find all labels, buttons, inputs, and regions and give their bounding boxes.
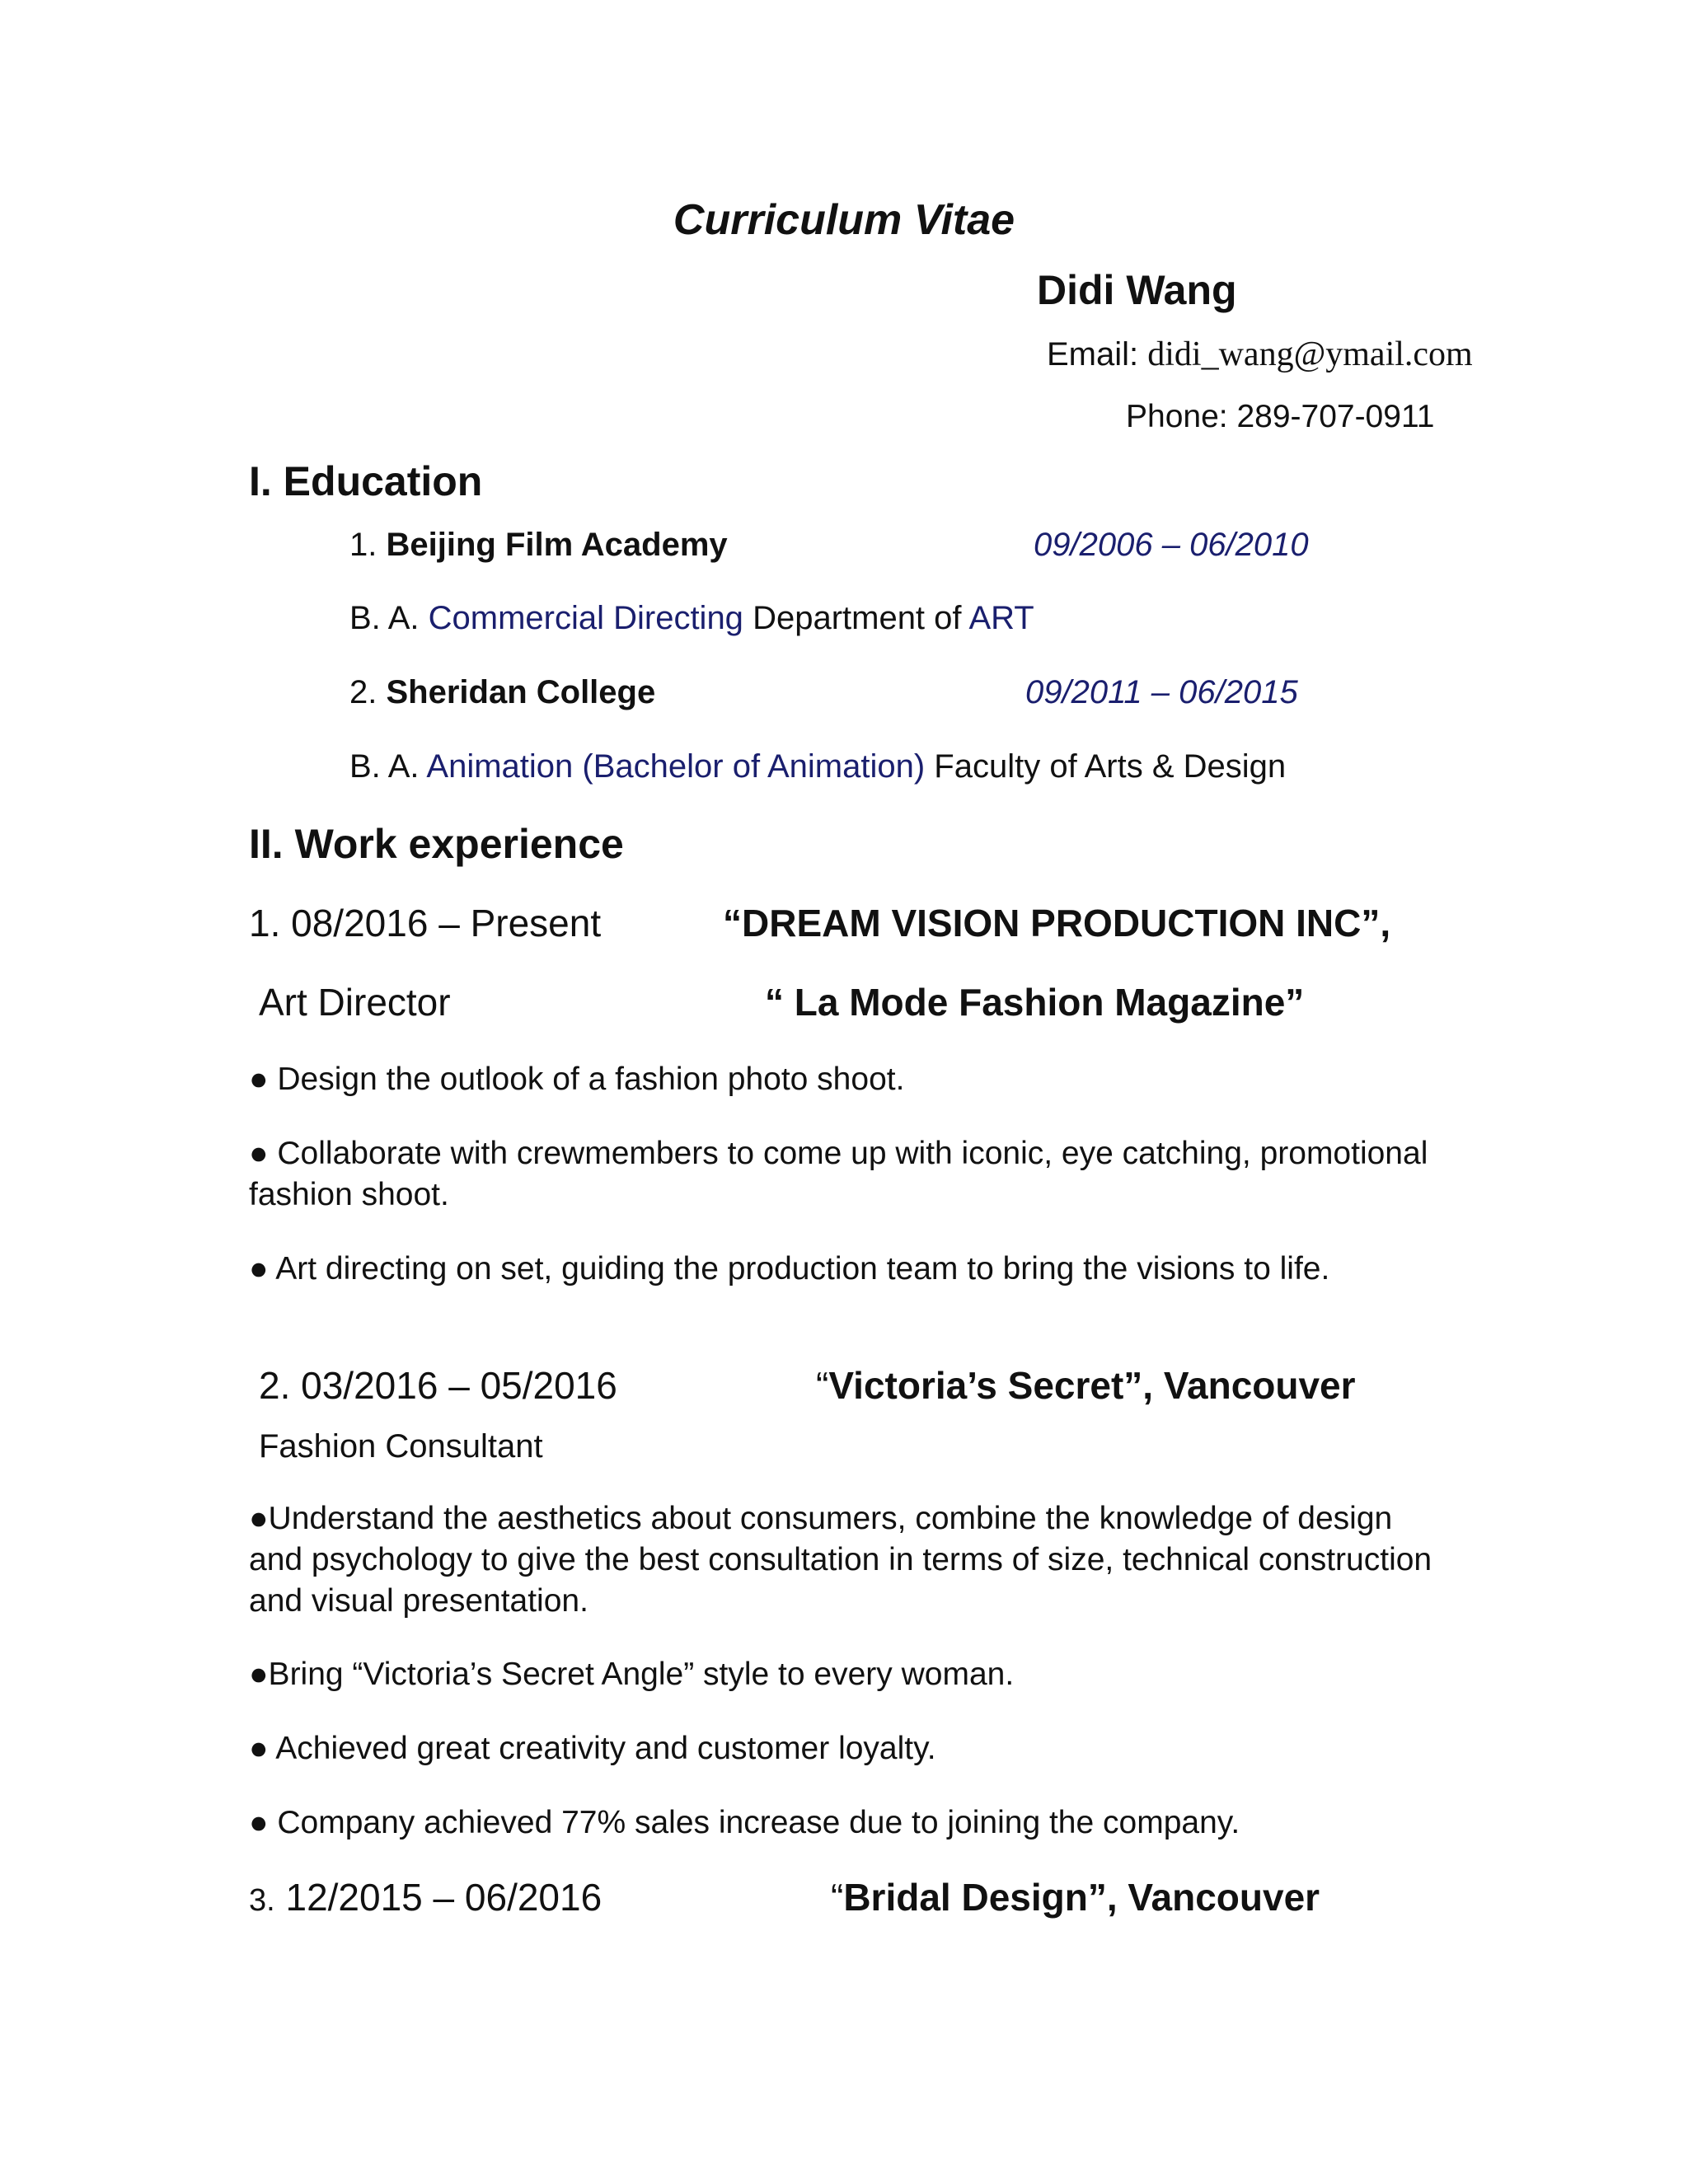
school-name: Beijing Film Academy bbox=[386, 527, 728, 563]
email-line bbox=[1047, 335, 1473, 374]
email-label: Email: bbox=[1047, 336, 1139, 373]
period-dates: 12/2015 – 06/2016 bbox=[285, 1876, 603, 1919]
phone-line: Phone: 289-707-0911 bbox=[1126, 399, 1435, 434]
open-quote: “ bbox=[816, 1364, 829, 1407]
education-entry-2-dates: 09/2011 – 06/2015 bbox=[1025, 674, 1298, 710]
job-2-bullet: ● Achieved great creativity and customer loyalty. bbox=[249, 1731, 936, 1766]
job-2-bullet: ●Bring “Victoria’s Secret Angle” style to every woman. bbox=[249, 1657, 1015, 1692]
open-quote: “ bbox=[831, 1876, 844, 1919]
degree-prefix: B. A. bbox=[349, 748, 420, 785]
education-heading: I. Education bbox=[249, 458, 483, 504]
employer-name: Bridal Design”, Vancouver bbox=[843, 1876, 1320, 1919]
job-2-employer bbox=[816, 1364, 1356, 1408]
job-1-bullet: ● Collaborate with crewmembers to come up with iconic, eye catching, promotional fashion shoot. bbox=[249, 1136, 1428, 1212]
entry-number: 1. bbox=[349, 527, 377, 563]
job-2-position: Fashion Consultant bbox=[259, 1428, 543, 1465]
department-highlight: ART bbox=[968, 600, 1034, 636]
degree-prefix: B. A. bbox=[349, 600, 420, 636]
education-entry-1-degree bbox=[349, 599, 1034, 637]
education-entry-2-school bbox=[349, 673, 655, 711]
job-3-employer bbox=[831, 1876, 1320, 1919]
job-1-position: Art Director bbox=[259, 981, 451, 1024]
entry-number: 3. bbox=[249, 1883, 275, 1918]
job-1-client: “ La Mode Fashion Magazine” bbox=[765, 981, 1305, 1024]
job-2-bullet: ●Understand the aesthetics about consumers, combine the knowledge of design and psychology to give the best consultation in terms of size, technical construction and visual presentation. bbox=[249, 1501, 1432, 1619]
candidate-name: Didi Wang bbox=[1037, 267, 1237, 313]
department: Department of bbox=[753, 600, 962, 636]
job-1-period: 1. 08/2016 – Present bbox=[249, 902, 602, 944]
department: Faculty of Arts & Design bbox=[934, 748, 1287, 785]
job-1-employer: “DREAM VISION PRODUCTION INC”, bbox=[723, 902, 1391, 944]
education-entry-2-degree bbox=[349, 748, 1286, 785]
job-1-bullet: ● Design the outlook of a fashion photo shoot. bbox=[249, 1062, 905, 1097]
education-entry-1-dates: 09/2006 – 06/2010 bbox=[1034, 527, 1309, 563]
job-1-bullet: ● Art directing on set, guiding the production team to bring the visions to life. bbox=[249, 1251, 1330, 1286]
employer-name: Victoria’s Secret”, Vancouver bbox=[828, 1364, 1356, 1407]
job-2-bullet: ● Company achieved 77% sales increase due to joining the company. bbox=[249, 1805, 1240, 1840]
job-2-period: 2. 03/2016 – 05/2016 bbox=[259, 1364, 617, 1407]
job-3-period bbox=[249, 1876, 602, 1919]
work-heading: II. Work experience bbox=[249, 821, 624, 867]
entry-number: 2. bbox=[349, 674, 377, 710]
document-title: Curriculum Vitae bbox=[673, 196, 1015, 244]
email-address: didi_wang@ymail.com bbox=[1147, 335, 1473, 373]
education-entry-1-school bbox=[349, 526, 728, 564]
school-name: Sheridan College bbox=[386, 674, 656, 710]
major: Commercial Directing bbox=[428, 600, 743, 636]
major: Animation (Bachelor of Animation) bbox=[426, 748, 926, 785]
